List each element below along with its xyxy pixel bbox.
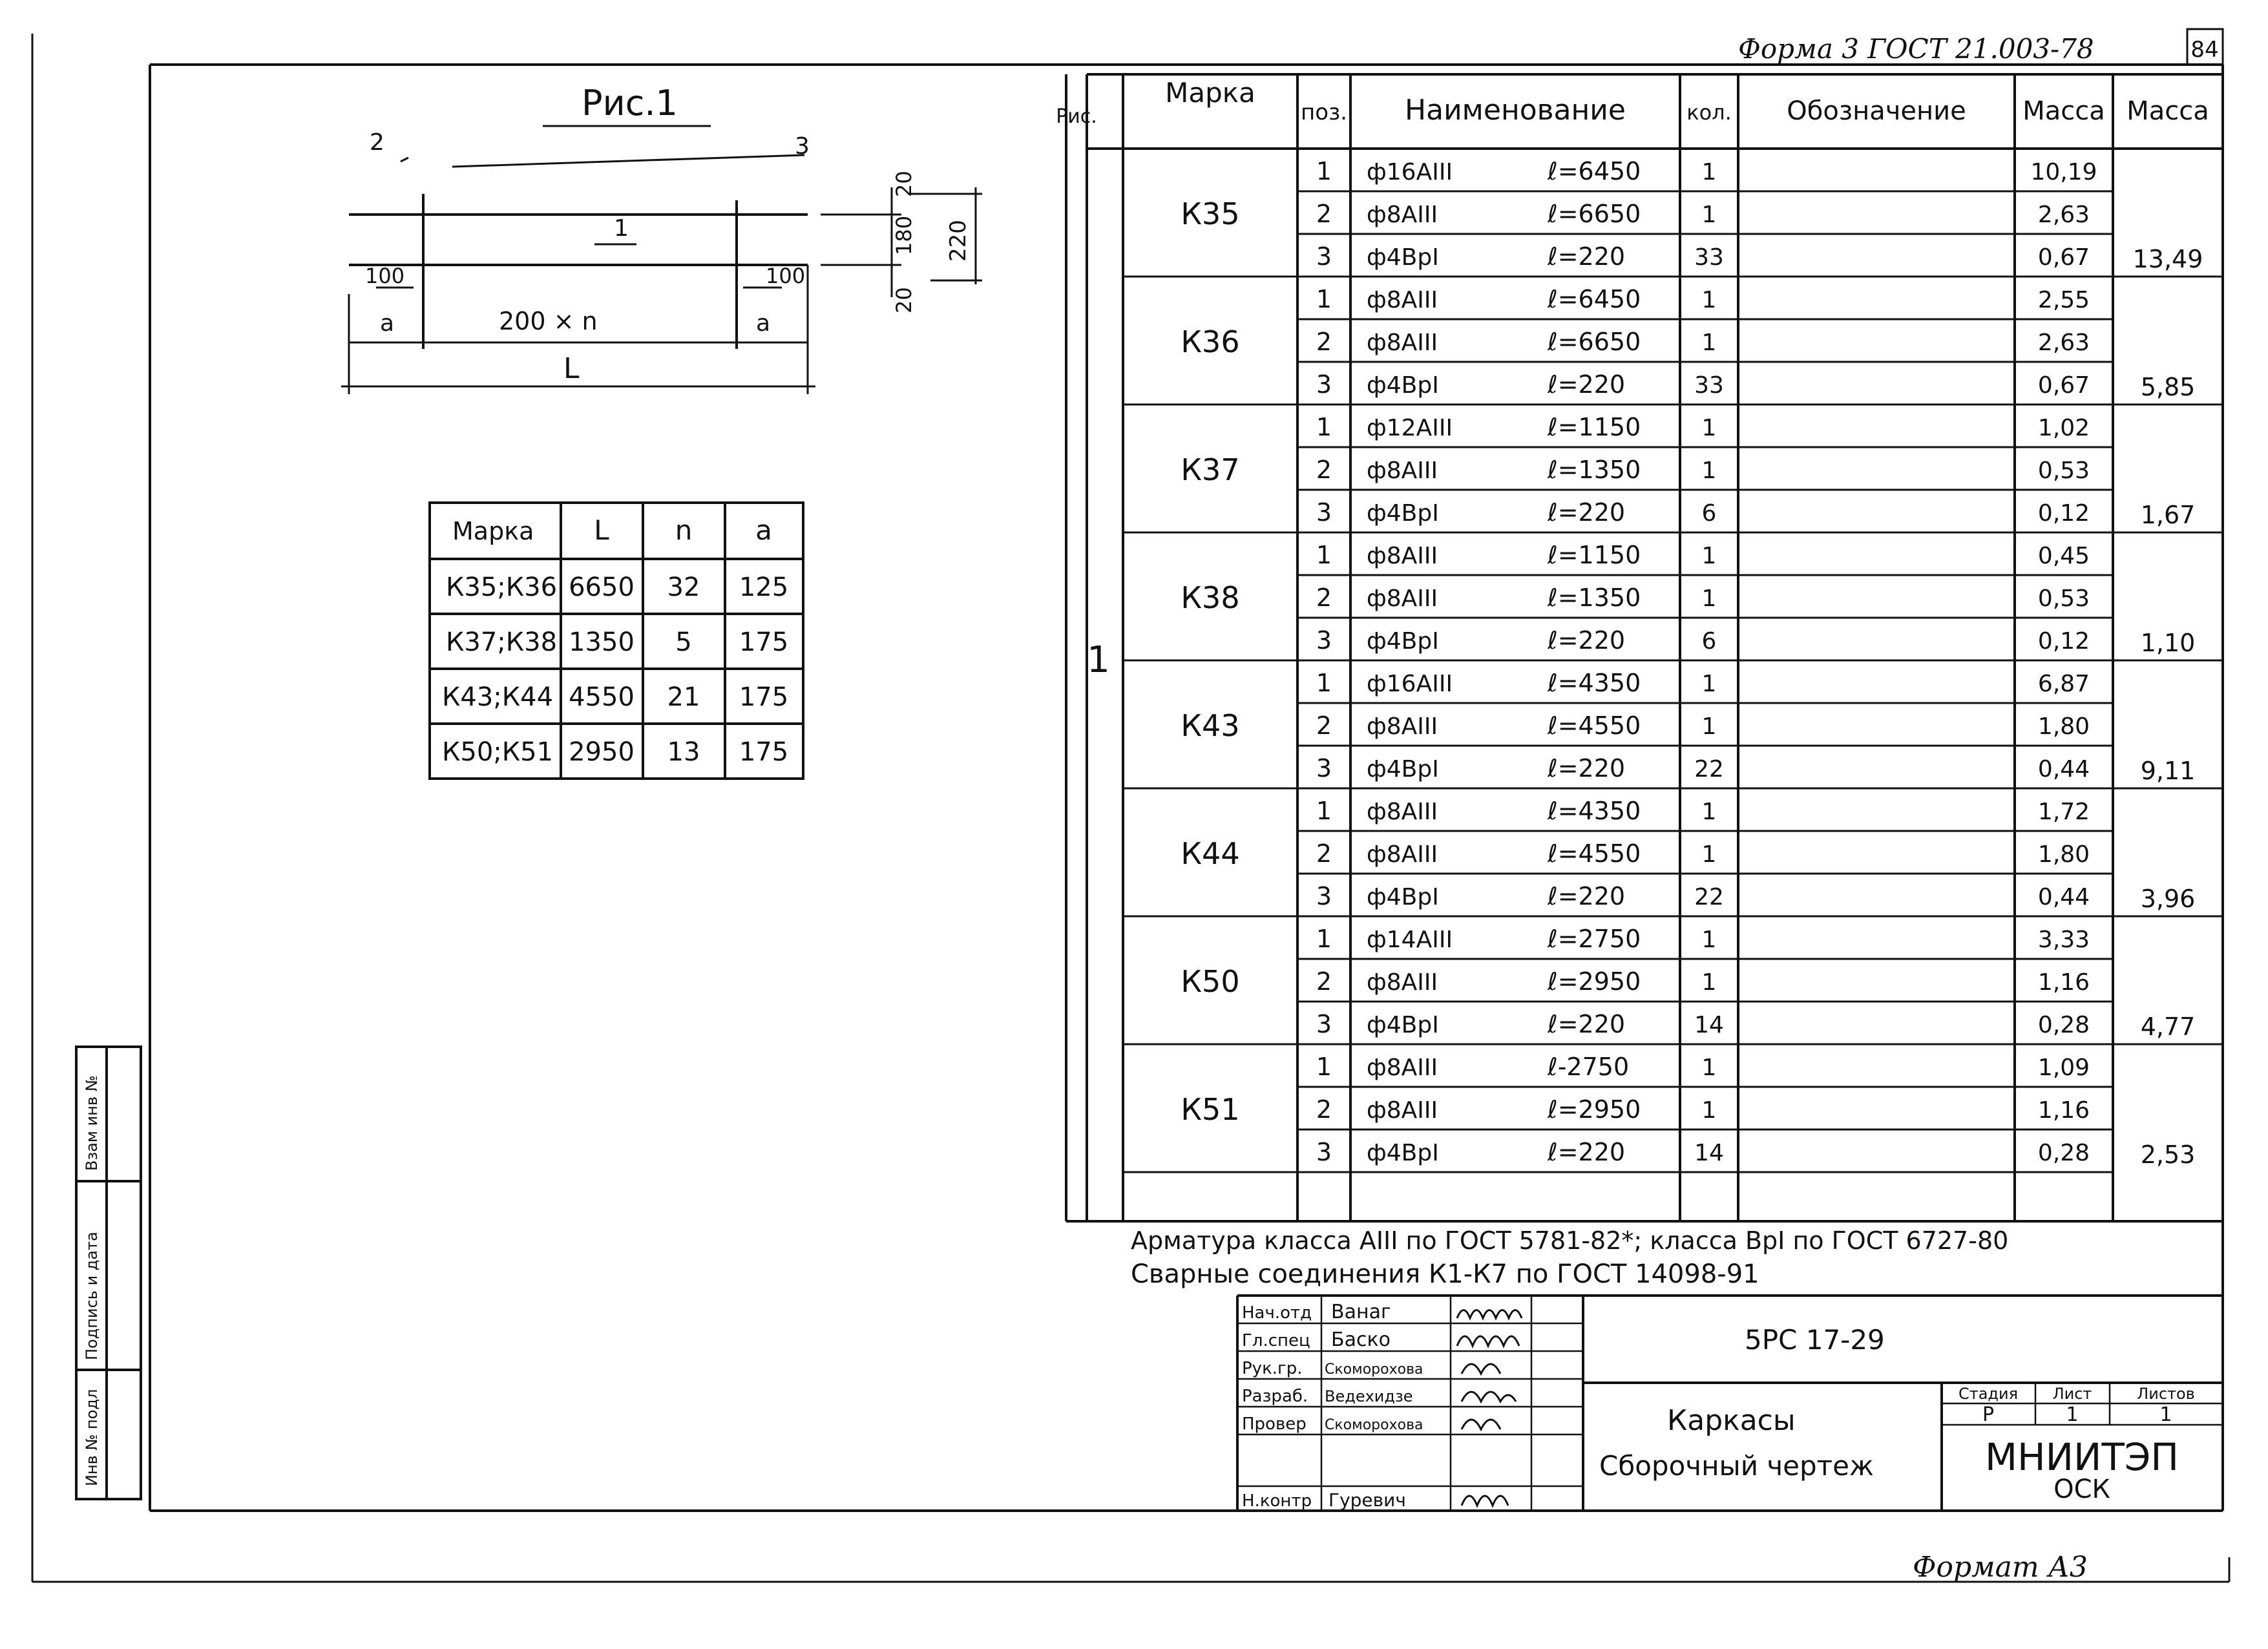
- dim-bottom: 20: [892, 287, 916, 313]
- stamp-org-1: МНИИТЭП: [1985, 1435, 2179, 1479]
- spec-mark: К51: [1181, 1092, 1240, 1127]
- spec-qty: 6: [1701, 628, 1717, 655]
- side-strip-replace: Взам инв №: [83, 1075, 101, 1171]
- small-table-header-a: а: [755, 514, 772, 546]
- spec-pos: 3: [1316, 754, 1332, 782]
- spec-length: ℓ=4550: [1548, 711, 1641, 740]
- spec-pos: 2: [1316, 328, 1332, 356]
- spec-diameter: ф14АIII: [1367, 927, 1453, 953]
- small-table-cell: 175: [739, 627, 789, 657]
- spec-mark: К44: [1181, 836, 1240, 871]
- spec-pos: 3: [1316, 1010, 1332, 1038]
- spec-diameter: ф4ВрI: [1367, 628, 1439, 655]
- spec-length: ℓ=1150: [1548, 541, 1641, 569]
- spec-pos: 2: [1316, 711, 1332, 740]
- spec-diameter: ф8АIII: [1367, 287, 1438, 313]
- spec-length: ℓ=220: [1548, 1138, 1626, 1166]
- spec-qty: 22: [1694, 756, 1724, 782]
- dim-total: L: [563, 352, 580, 385]
- spec-length: ℓ=6450: [1548, 157, 1641, 185]
- spec-length: ℓ=6450: [1548, 285, 1641, 313]
- spec-length: ℓ=6650: [1548, 328, 1641, 356]
- spec-diameter: ф4ВрI: [1367, 500, 1439, 527]
- small-table-cell: 13: [667, 737, 700, 767]
- spec-diameter: ф8АIII: [1367, 202, 1438, 228]
- callout-3: 3: [795, 133, 810, 160]
- stamp-title-2: Сборочный чертеж: [1599, 1450, 1874, 1482]
- spec-pos: 1: [1316, 925, 1332, 953]
- spec-header-name: Наименование: [1405, 94, 1626, 127]
- spec-qty: 1: [1701, 671, 1717, 697]
- spec-header-mass: Масса: [2022, 96, 2105, 126]
- dim-a-left: а: [380, 310, 395, 337]
- spec-qty: 1: [1701, 202, 1717, 228]
- spec-pos: 2: [1316, 839, 1332, 868]
- spec-pos: 2: [1316, 967, 1332, 996]
- spec-header-mass-total: Масса: [2126, 96, 2209, 126]
- spec-mass: 1,16: [2037, 969, 2090, 996]
- spec-length: ℓ=2750: [1548, 925, 1641, 953]
- spec-pos: 2: [1316, 583, 1332, 612]
- stamp-sheet-value: 1: [2066, 1403, 2079, 1426]
- small-table-cell: 2950: [569, 737, 635, 767]
- spec-qty: 1: [1701, 415, 1717, 441]
- spec-mass: 10,19: [2030, 159, 2097, 185]
- spec-pos: 1: [1316, 669, 1332, 697]
- note-line-1: Арматура класса АIII по ГОСТ 5781-82*; класса ВрI по ГОСТ 6727-80: [1131, 1226, 2009, 1255]
- spec-mark: К35: [1181, 196, 1240, 231]
- title-block: [1237, 1296, 2223, 1511]
- dim-height: 220: [945, 220, 971, 262]
- small-table-cell: 125: [739, 572, 789, 602]
- spec-mark: К50: [1181, 964, 1240, 999]
- spec-pos: 2: [1316, 1095, 1332, 1124]
- spec-qty: 33: [1694, 244, 1724, 271]
- spec-header-pos: поз.: [1301, 100, 1347, 125]
- stamp-name-3: Скоморохова: [1325, 1361, 1423, 1378]
- spec-diameter: ф8АIII: [1367, 1097, 1438, 1124]
- figure-1: [341, 83, 982, 394]
- spec-diameter: ф16АIII: [1367, 671, 1453, 697]
- spec-qty: 1: [1701, 969, 1717, 996]
- spec-figure-ref: 1: [1087, 639, 1110, 681]
- spec-mass: 2,63: [2037, 330, 2090, 356]
- form-label: Форма 3 ГОСТ 21.003-78: [1738, 33, 2094, 65]
- spec-mass: 1,02: [2037, 415, 2090, 441]
- spec-length: ℓ=1150: [1548, 413, 1641, 441]
- spec-pos: 1: [1316, 797, 1332, 825]
- spec-qty: 14: [1694, 1140, 1724, 1166]
- spec-header-fig: Рис.: [1056, 105, 1097, 128]
- spec-total-mass: 9,11: [2140, 757, 2196, 785]
- spec-diameter: ф8АIII: [1367, 543, 1438, 569]
- small-table-cell: 6650: [569, 572, 635, 602]
- spec-qty: 22: [1694, 884, 1724, 910]
- spec-length: ℓ=220: [1548, 1010, 1626, 1038]
- spec-qty: 1: [1701, 799, 1717, 825]
- dim-top: 20: [892, 171, 916, 197]
- spec-qty: 1: [1701, 585, 1717, 612]
- dim-middle: 200 × n: [499, 307, 598, 335]
- small-table-cell: 175: [739, 737, 789, 767]
- spec-total-mass: 13,49: [2132, 245, 2203, 273]
- stamp-name-1: Ванаг: [1331, 1301, 1391, 1323]
- spec-mass: 0,12: [2037, 500, 2090, 527]
- spec-diameter: ф8АIII: [1367, 713, 1438, 740]
- spec-mass: 6,87: [2037, 671, 2090, 697]
- spec-mark: К36: [1181, 324, 1240, 359]
- spec-mass: 0,44: [2037, 756, 2090, 782]
- spec-pos: 1: [1316, 541, 1332, 569]
- stamp-role-2: Гл.спец: [1242, 1331, 1310, 1350]
- spec-diameter: ф8АIII: [1367, 1055, 1438, 1081]
- spec-diameter: ф12АIII: [1367, 415, 1453, 441]
- spec-qty: 1: [1701, 1097, 1717, 1124]
- stamp-org-2: ОСК: [2053, 1475, 2110, 1504]
- spec-qty: 1: [1701, 927, 1717, 953]
- side-strip-sign: Подпись и дата: [83, 1232, 101, 1360]
- spec-pos: 3: [1316, 1138, 1332, 1166]
- small-table-cell: 21: [667, 682, 700, 712]
- sheet-corner-number: 84: [2190, 37, 2219, 63]
- stamp-code: 5РС 17-29: [1745, 1324, 1885, 1356]
- spec-length: ℓ=4550: [1548, 839, 1641, 868]
- side-strip-inv: Инв № подл: [83, 1389, 101, 1486]
- spec-mass: 0,44: [2037, 884, 2090, 910]
- spec-length: ℓ=6650: [1548, 200, 1641, 228]
- spec-header-mark: Марка: [1165, 77, 1255, 109]
- spec-diameter: ф8АIII: [1367, 799, 1438, 825]
- spec-length: ℓ=1350: [1548, 583, 1641, 612]
- callout-2: 2: [370, 129, 384, 156]
- spec-pos: 3: [1316, 626, 1332, 655]
- stamp-sheets-value: 1: [2159, 1403, 2172, 1426]
- small-table-cell: 5: [675, 627, 692, 657]
- spec-qty: 14: [1694, 1012, 1724, 1038]
- spec-mass: 1,80: [2037, 713, 2090, 740]
- spec-diameter: ф4ВрI: [1367, 1012, 1439, 1038]
- spec-mass: 2,63: [2037, 202, 2090, 228]
- spec-total-mass: 1,10: [2140, 629, 2196, 657]
- spec-length: ℓ=4350: [1548, 797, 1641, 825]
- spec-diameter: ф4ВрI: [1367, 884, 1439, 910]
- note-line-2: Сварные соединения К1-К7 по ГОСТ 14098-91: [1131, 1259, 1759, 1289]
- spec-pos: 2: [1316, 456, 1332, 484]
- spec-diameter: ф8АIII: [1367, 585, 1438, 612]
- stamp-role-5: Провер: [1242, 1414, 1307, 1434]
- spec-mass: 0,28: [2037, 1140, 2090, 1166]
- spec-mass: 0,67: [2037, 244, 2090, 271]
- spec-mass: 1,16: [2037, 1097, 2090, 1124]
- spec-length: ℓ=220: [1548, 370, 1626, 399]
- stamp-role-1: Нач.отд: [1242, 1303, 1312, 1323]
- stamp-stage-value: Р: [1982, 1403, 1995, 1426]
- spec-pos: 1: [1316, 1053, 1332, 1081]
- spec-mark: К43: [1181, 708, 1240, 743]
- spec-table: [1056, 74, 2223, 1221]
- spec-length: ℓ=220: [1548, 242, 1626, 271]
- stamp-name-4: Ведехидзе: [1325, 1387, 1413, 1405]
- spec-length: ℓ=220: [1548, 498, 1626, 527]
- spec-pos: 1: [1316, 157, 1332, 185]
- spec-pos: 1: [1316, 413, 1332, 441]
- stamp-sheets-header: Листов: [2137, 1385, 2195, 1403]
- small-table-cell: 175: [739, 682, 789, 712]
- dim-mid: 180: [892, 215, 916, 255]
- spec-diameter: ф4ВрI: [1367, 372, 1439, 399]
- spec-qty: 1: [1701, 543, 1717, 569]
- format-label: Формат А3: [1913, 1551, 2088, 1584]
- spec-diameter: ф4ВрI: [1367, 1140, 1439, 1166]
- small-table-cell: К37;К38: [446, 627, 558, 657]
- signatures: [1457, 1310, 1522, 1506]
- spec-qty: 1: [1701, 287, 1717, 313]
- spec-qty: 1: [1701, 457, 1717, 484]
- spec-mass: 0,28: [2037, 1012, 2090, 1038]
- spec-total-mass: 4,77: [2140, 1013, 2196, 1041]
- spec-diameter: ф8АIII: [1367, 457, 1438, 484]
- small-table-cell: 1350: [569, 627, 635, 657]
- spec-length: ℓ=220: [1548, 882, 1626, 910]
- spec-qty: 1: [1701, 713, 1717, 740]
- small-table-header-l: L: [594, 514, 609, 546]
- spec-mass: 0,53: [2037, 585, 2090, 612]
- spec-diameter: ф8АIII: [1367, 841, 1438, 868]
- stamp-name-2: Баско: [1331, 1329, 1391, 1351]
- spec-diameter: ф4ВрI: [1367, 244, 1439, 271]
- spec-pos: 3: [1316, 882, 1332, 910]
- spec-mass: 1,09: [2037, 1055, 2090, 1081]
- spec-mass: 1,80: [2037, 841, 2090, 868]
- spec-mass: 3,33: [2037, 927, 2090, 953]
- stamp-name-5: Скоморохова: [1325, 1417, 1423, 1433]
- spec-total-mass: 3,96: [2140, 885, 2196, 913]
- spec-diameter: ф8АIII: [1367, 969, 1438, 996]
- spec-qty: 33: [1694, 372, 1724, 399]
- stamp-stage-header: Стадия: [1958, 1385, 2019, 1403]
- spec-mass: 1,72: [2037, 799, 2090, 825]
- small-table-header-mark: Марка: [452, 517, 534, 545]
- spec-qty: 6: [1701, 500, 1717, 527]
- spec-qty: 1: [1701, 841, 1717, 868]
- dim-right-end: 100: [766, 264, 806, 288]
- spec-mark: К38: [1181, 580, 1240, 615]
- spec-header-designation: Обозначение: [1787, 96, 1966, 126]
- small-table: [430, 503, 803, 779]
- spec-length: ℓ=4350: [1548, 669, 1641, 697]
- spec-length: ℓ=2950: [1548, 1095, 1641, 1124]
- spec-total-mass: 5,85: [2140, 373, 2196, 401]
- spec-length: ℓ=1350: [1548, 456, 1641, 484]
- spec-mass: 0,45: [2037, 543, 2090, 569]
- callout-1: 1: [614, 215, 629, 242]
- stamp-role-7: Н.контр: [1242, 1491, 1312, 1511]
- spec-diameter: ф4ВрI: [1367, 756, 1439, 782]
- spec-diameter: ф8АIII: [1367, 330, 1438, 356]
- small-table-header-n: n: [675, 514, 693, 546]
- spec-pos: 3: [1316, 370, 1332, 399]
- stamp-name-7: Гуревич: [1328, 1489, 1406, 1511]
- spec-header-qty: кол.: [1686, 100, 1732, 125]
- spec-pos: 2: [1316, 200, 1332, 228]
- spec-mass: 0,53: [2037, 457, 2090, 484]
- small-table-cell: К43;К44: [442, 682, 554, 712]
- small-table-cell: К50;К51: [442, 737, 554, 767]
- stamp-role-3: Рук.гр.: [1242, 1359, 1303, 1378]
- spec-pos: 3: [1316, 242, 1332, 271]
- side-strip: [76, 1047, 141, 1499]
- spec-qty: 1: [1701, 1055, 1717, 1081]
- spec-length: ℓ=220: [1548, 626, 1626, 655]
- stamp-sheet-header: Лист: [2052, 1385, 2092, 1403]
- small-table-cell: 32: [667, 572, 700, 602]
- spec-total-mass: 1,67: [2140, 501, 2196, 529]
- spec-mass: 2,55: [2037, 287, 2090, 313]
- spec-total-mass: 2,53: [2140, 1140, 2196, 1169]
- stamp-role-4: Разраб.: [1242, 1387, 1308, 1406]
- small-table-cell: К35;К36: [446, 572, 558, 602]
- spec-mark: К37: [1181, 452, 1240, 487]
- spec-diameter: ф16АIII: [1367, 159, 1453, 185]
- spec-length: ℓ=220: [1548, 754, 1626, 782]
- spec-pos: 3: [1316, 498, 1332, 527]
- spec-qty: 1: [1701, 330, 1717, 356]
- spec-pos: 1: [1316, 285, 1332, 313]
- stamp-title-1: Каркасы: [1667, 1404, 1796, 1437]
- spec-length: ℓ=2950: [1548, 967, 1641, 996]
- spec-mass: 0,67: [2037, 372, 2090, 399]
- dim-a-right: а: [756, 310, 771, 337]
- spec-mass: 0,12: [2037, 628, 2090, 655]
- spec-length: ℓ-2750: [1548, 1053, 1630, 1081]
- dim-left-end: 100: [365, 264, 405, 288]
- figure-title: Рис.1: [582, 83, 678, 123]
- spec-qty: 1: [1701, 159, 1717, 185]
- small-table-cell: 4550: [569, 682, 635, 712]
